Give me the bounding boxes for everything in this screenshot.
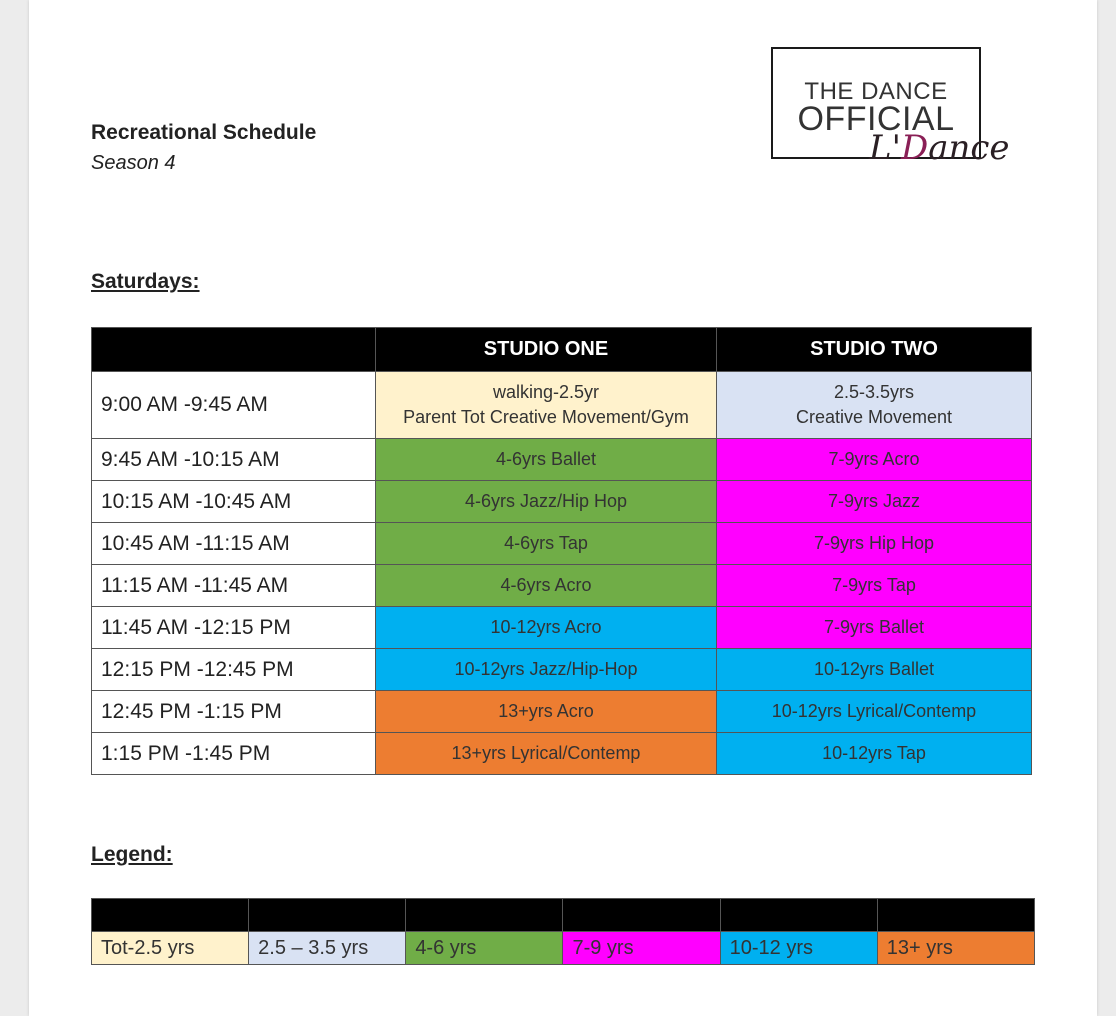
- class-line: 2.5-3.5yrs: [833, 382, 915, 402]
- studio-one-class: 4-6yrs Jazz/Hip Hop: [376, 481, 717, 523]
- studio-two-header: STUDIO TWO: [717, 328, 1032, 372]
- table-row: [92, 691, 1032, 733]
- legend-header-cell: [877, 899, 1034, 932]
- age-legend-table: [91, 898, 1035, 965]
- class-line: walking-2.5yr: [492, 382, 600, 402]
- time-column-header: [92, 328, 376, 372]
- studio-two-class: 7-9yrs Acro: [717, 439, 1032, 481]
- time-slot: 10:15 AM -10:45 AM: [92, 481, 376, 523]
- time-slot: 11:45 AM -12:15 PM: [92, 607, 376, 649]
- class-line: Parent Tot Creative Movement/Gym: [403, 407, 689, 427]
- legend-item-4-6: 4-6 yrs: [406, 932, 563, 965]
- table-header-row: [92, 328, 1032, 372]
- logo-line-1: THE DANCE: [804, 78, 948, 105]
- studio-one-class: 4-6yrs Ballet: [376, 439, 717, 481]
- studio-two-class: 10-12yrs Tap: [717, 733, 1032, 775]
- class-line: Creative Movement: [795, 407, 953, 427]
- studio-one-class: 10-12yrs Jazz/Hip-Hop: [376, 649, 717, 691]
- studio-two-class: 7-9yrs Jazz: [717, 481, 1032, 523]
- time-slot: 12:15 PM -12:45 PM: [92, 649, 376, 691]
- table-row: [92, 607, 1032, 649]
- studio-one-class: 4-6yrs Acro: [376, 565, 717, 607]
- studio-two-class: 7-9yrs Ballet: [717, 607, 1032, 649]
- legend-header-cell: [249, 899, 406, 932]
- legend-header-cell: [563, 899, 720, 932]
- table-row: [92, 733, 1032, 775]
- legend-header-cell: [92, 899, 249, 932]
- time-slot: 11:15 AM -11:45 AM: [92, 565, 376, 607]
- page-title: Recreational Schedule: [91, 121, 317, 144]
- studio-two-class: 10-12yrs Lyrical/Contemp: [717, 691, 1032, 733]
- legend-item-13-plus: 13+ yrs: [877, 932, 1034, 965]
- saturday-schedule-table: [91, 327, 1032, 775]
- legend-header-cell: [406, 899, 563, 932]
- studio-one-class: 10-12yrs Acro: [376, 607, 717, 649]
- time-slot: 10:45 AM -11:15 AM: [92, 523, 376, 565]
- studio-one-class: [376, 372, 717, 439]
- time-slot: 9:00 AM -9:45 AM: [92, 372, 376, 439]
- legend-item-7-9: 7-9 yrs: [563, 932, 720, 965]
- studio-two-class: 10-12yrs Ballet: [717, 649, 1032, 691]
- legend-heading: Legend:: [91, 843, 173, 866]
- table-row: [92, 565, 1032, 607]
- logo-line-2: OFFICIAL: [797, 100, 955, 138]
- legend-item-tot: Tot-2.5 yrs: [92, 932, 249, 965]
- studio-two-class: 7-9yrs Hip Hop: [717, 523, 1032, 565]
- logo-script-text: L'Dance: [869, 128, 1010, 168]
- time-slot: 9:45 AM -10:15 AM: [92, 439, 376, 481]
- legend-header-row: [92, 899, 1035, 932]
- document-page: [29, 0, 1097, 1016]
- season-subtitle: Season 4: [91, 152, 176, 174]
- table-row: [92, 439, 1032, 481]
- legend-item-10-12: 10-12 yrs: [720, 932, 877, 965]
- table-row: [92, 372, 1032, 439]
- studio-two-class: [717, 372, 1032, 439]
- table-row: [92, 649, 1032, 691]
- table-row: [92, 523, 1032, 565]
- time-slot: 1:15 PM -1:45 PM: [92, 733, 376, 775]
- legend-header-cell: [720, 899, 877, 932]
- studio-two-class: 7-9yrs Tap: [717, 565, 1032, 607]
- studio-one-class: 13+yrs Lyrical/Contemp: [376, 733, 717, 775]
- legend-item-2-5-3-5: 2.5 – 3.5 yrs: [249, 932, 406, 965]
- studio-one-header: STUDIO ONE: [376, 328, 717, 372]
- legend-row: [92, 932, 1035, 965]
- studio-one-class: 13+yrs Acro: [376, 691, 717, 733]
- saturdays-heading: Saturdays:: [91, 270, 200, 293]
- table-row: [92, 481, 1032, 523]
- studio-one-class: 4-6yrs Tap: [376, 523, 717, 565]
- time-slot: 12:45 PM -1:15 PM: [92, 691, 376, 733]
